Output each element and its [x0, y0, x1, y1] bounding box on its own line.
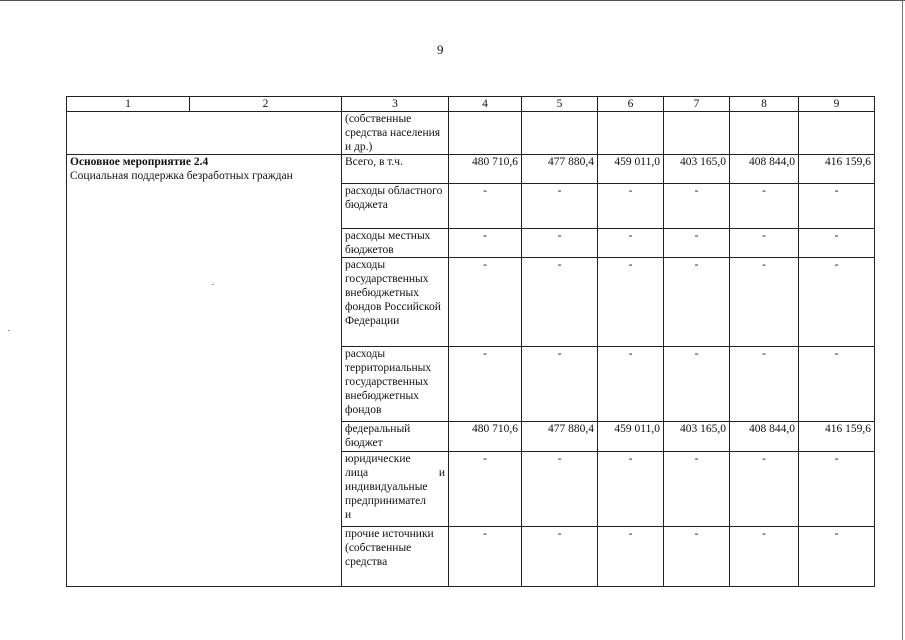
value-cell: - — [799, 184, 875, 229]
value-cell — [449, 112, 522, 155]
value-cell: - — [664, 184, 730, 229]
value-cell: - — [598, 258, 664, 347]
value-cell: - — [730, 184, 799, 229]
value-cell: - — [522, 184, 598, 229]
value-cell: - — [598, 184, 664, 229]
header-cell-8: 8 — [730, 97, 799, 112]
value-cell: - — [449, 452, 522, 527]
value-cell: - — [730, 452, 799, 527]
value-cell: - — [730, 527, 799, 587]
value-cell: 416 159,6 — [799, 422, 875, 452]
event-description: Социальная поддержка безработных граждан — [70, 170, 293, 182]
value-cell: - — [730, 229, 799, 258]
value-cell: - — [664, 258, 730, 347]
value-cell: 480 710,6 — [449, 155, 522, 184]
source-cell: прочие источники (собственные средства — [342, 527, 449, 587]
value-cell: - — [598, 527, 664, 587]
value-cell: - — [522, 258, 598, 347]
source-cell: расходы местных бюджетов — [342, 229, 449, 258]
continuation-source-cell: (собственные средства населения и др.) — [342, 112, 449, 155]
value-cell: - — [664, 229, 730, 258]
value-cell — [730, 112, 799, 155]
value-cell: - — [522, 452, 598, 527]
scan-edge-top — [0, 0, 905, 1]
table-row-total — [67, 155, 875, 184]
value-cell — [664, 112, 730, 155]
value-cell: 403 165,0 — [664, 155, 730, 184]
value-cell: 477 880,4 — [522, 155, 598, 184]
value-cell: - — [449, 258, 522, 347]
value-cell — [598, 112, 664, 155]
header-cell-5: 5 — [522, 97, 598, 112]
header-cell-1: 1 — [67, 97, 190, 112]
source-cell: расходы государственных внебюджетных фондов Российской Федерации — [342, 258, 449, 347]
value-cell: - — [799, 452, 875, 527]
page-number: 9 — [437, 42, 444, 57]
value-cell: 403 165,0 — [664, 422, 730, 452]
source-word: и — [438, 467, 445, 479]
value-cell: - — [449, 229, 522, 258]
header-cell-9: 9 — [799, 97, 875, 112]
header-cell-3: 3 — [342, 97, 449, 112]
value-cell: 459 011,0 — [598, 422, 664, 452]
value-cell: - — [664, 347, 730, 422]
value-cell: - — [799, 347, 875, 422]
event-cell — [67, 155, 342, 587]
source-line: индивидуальные — [345, 481, 428, 493]
value-cell: - — [730, 258, 799, 347]
scan-speck — [8, 330, 10, 331]
value-cell: 477 880,4 — [522, 422, 598, 452]
value-cell: - — [598, 452, 664, 527]
value-cell: - — [449, 184, 522, 229]
value-cell: - — [799, 229, 875, 258]
source-cell — [342, 452, 449, 527]
source-cell: расходы областного бюджета — [342, 184, 449, 229]
value-cell: - — [598, 229, 664, 258]
value-cell: - — [522, 527, 598, 587]
value-cell: 408 844,0 — [730, 422, 799, 452]
budget-table — [66, 96, 875, 587]
source-cell: расходы территориальных государственных внебюджетных фондов — [342, 347, 449, 422]
continuation-row — [67, 112, 875, 155]
value-cell: - — [598, 347, 664, 422]
value-cell — [799, 112, 875, 155]
header-cell-6: 6 — [598, 97, 664, 112]
header-cell-4: 4 — [449, 97, 522, 112]
source-word: лица — [345, 467, 369, 479]
value-cell: - — [522, 229, 598, 258]
source-line: юридические — [345, 453, 411, 465]
value-cell: - — [449, 347, 522, 422]
value-cell: 459 011,0 — [598, 155, 664, 184]
value-cell: - — [799, 258, 875, 347]
header-cell-2: 2 — [190, 97, 342, 112]
source-cell: Всего, в т.ч. — [342, 155, 449, 184]
value-cell: - — [664, 527, 730, 587]
source-line: и — [345, 509, 352, 521]
value-cell: - — [664, 452, 730, 527]
value-cell — [522, 112, 598, 155]
value-cell: - — [799, 527, 875, 587]
value-cell: 416 159,6 — [799, 155, 875, 184]
value-cell: 408 844,0 — [730, 155, 799, 184]
event-title: Основное мероприятие 2.4 — [70, 156, 209, 168]
value-cell: - — [522, 347, 598, 422]
value-cell: 480 710,6 — [449, 422, 522, 452]
value-cell: - — [730, 347, 799, 422]
header-cell-7: 7 — [664, 97, 730, 112]
source-line-justified — [345, 466, 445, 480]
header-row — [67, 97, 875, 112]
value-cell: - — [449, 527, 522, 587]
continuation-event-cell — [67, 112, 342, 155]
source-line: предпринимател — [345, 495, 426, 507]
source-cell: федеральный бюджет — [342, 422, 449, 452]
scan-edge-right — [902, 0, 903, 640]
